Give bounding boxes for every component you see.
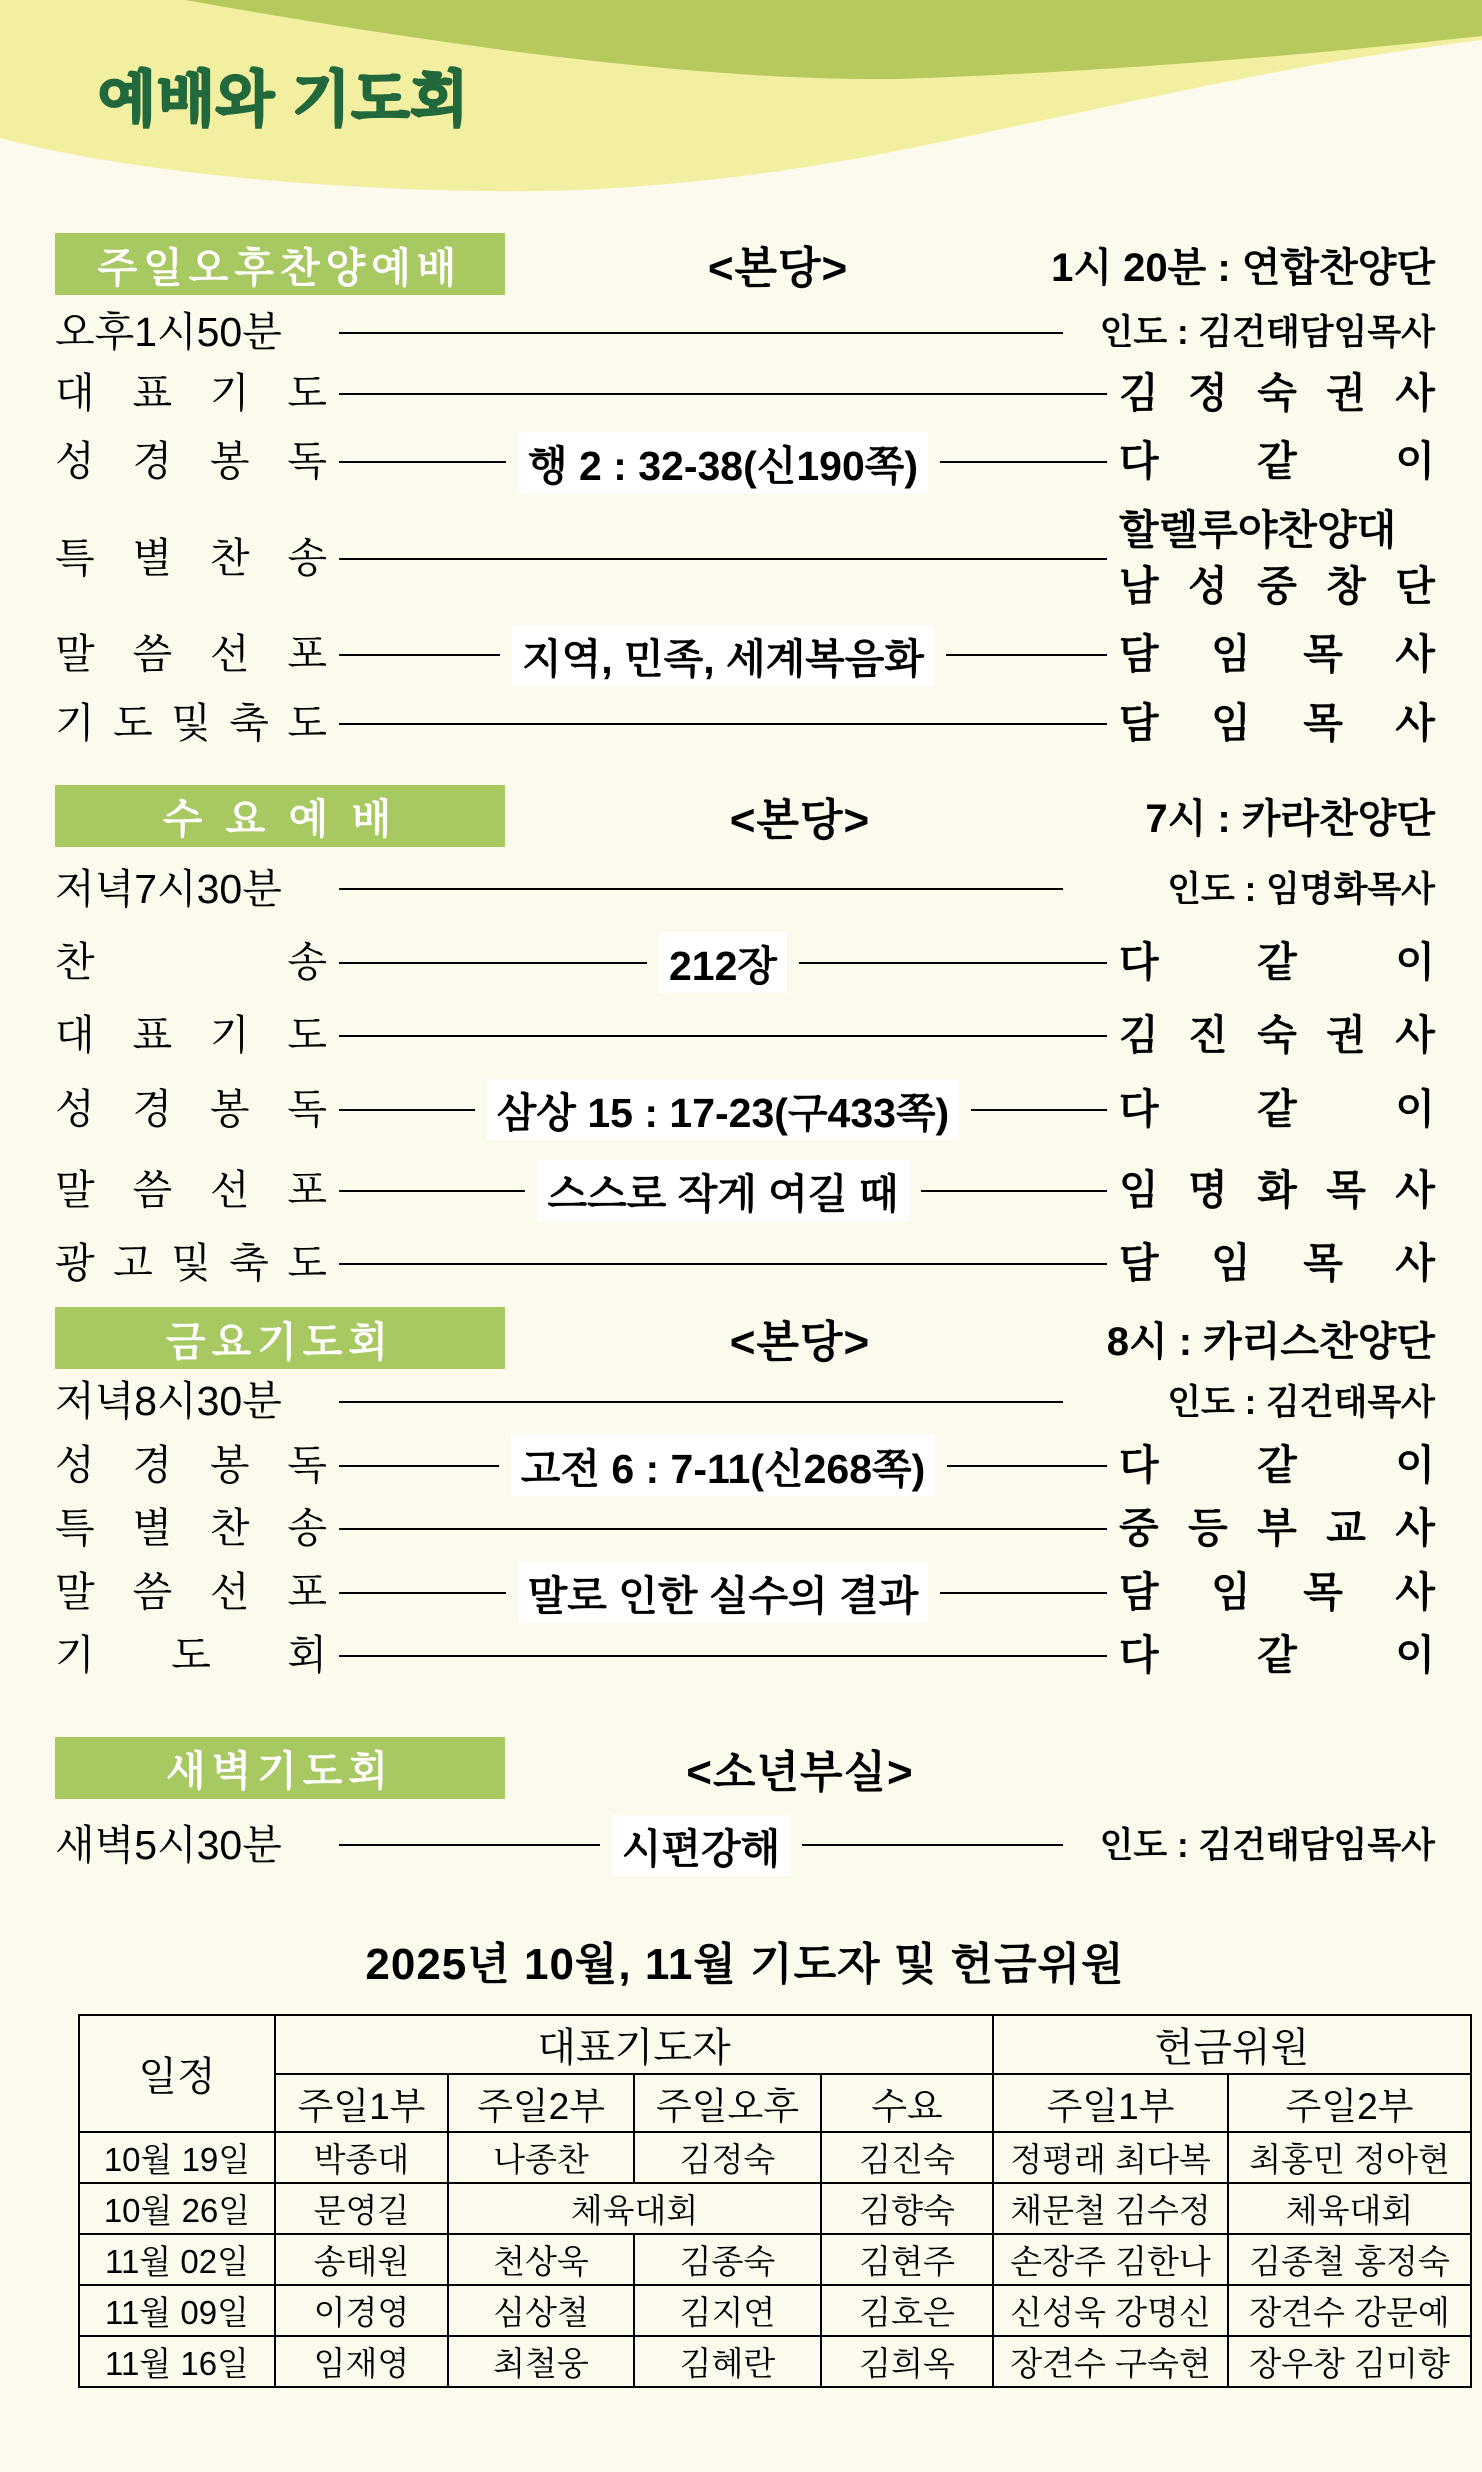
col-header-sunday1: 주일1부: [275, 2074, 448, 2132]
roster-row: [79, 2132, 1471, 2183]
section-venue: <본당>: [729, 1318, 871, 1368]
service-row: [55, 1435, 1435, 1496]
roster-cell: 천상욱: [448, 2234, 634, 2285]
roster-row: [79, 2285, 1471, 2336]
service-row: [55, 1013, 1435, 1059]
connector-line: [339, 393, 1107, 395]
service-item-value-right: 다 같 이: [1119, 1441, 1436, 1488]
schedule-date: 11월 09일: [79, 2285, 275, 2336]
schedule-date: 11월 16일: [79, 2336, 275, 2387]
service-row: [55, 625, 1435, 686]
service-row: [55, 432, 1435, 493]
roster-cell: 김혜란: [634, 2336, 821, 2387]
service-item-value-right: 중 등 부 교 사: [1119, 1505, 1435, 1552]
service-item-value-right: 김 정 숙 권 사: [1119, 369, 1435, 416]
service-item-value-right: 담 임 목 사: [1119, 1240, 1435, 1287]
service-item-label: 말 씀 선 포: [55, 631, 327, 678]
hymn-number: 212장: [659, 932, 787, 993]
section-header: [55, 233, 1435, 295]
service-item-label: 특 별 찬 송: [55, 1505, 327, 1552]
connector-line: [339, 1190, 525, 1192]
service-item-value-right: 인도 : 김건태담임목사: [1099, 313, 1435, 353]
roster-cell: 박종대: [275, 2132, 448, 2183]
roster-cell: 송태원: [275, 2234, 448, 2285]
header-band: [0, 0, 1482, 230]
service-item-label: 대 표 기 도: [55, 369, 327, 416]
section-header: [55, 1307, 1435, 1369]
col-group-offering-committee: 헌금위원: [993, 2015, 1471, 2074]
service-item-label: 말 씀 선 포: [55, 1568, 327, 1615]
service-row: [55, 1506, 1435, 1552]
connector-line: [339, 1528, 1107, 1530]
service-row: [55, 1562, 1435, 1623]
service-item-label: 성 경 봉 독: [55, 1441, 327, 1488]
service-row: [55, 371, 1435, 417]
roster-cell: 장우창 김미향: [1228, 2336, 1471, 2387]
col-header-sunday-afternoon: 주일오후: [634, 2074, 821, 2132]
roster-header-row: [79, 2015, 1471, 2074]
connector-line: [339, 558, 1107, 560]
service-item-label: 광 고 및 축 도: [55, 1240, 327, 1287]
service-item-value-right: 다 같 이: [1119, 438, 1435, 485]
roster-table: [78, 2014, 1472, 2388]
schedule-date: 11월 02일: [79, 2234, 275, 2285]
roster-cell: 김종철 홍정숙: [1228, 2234, 1471, 2285]
connector-line: [802, 1844, 1063, 1846]
connector-line: [940, 461, 1107, 463]
service-row: [55, 867, 1435, 913]
section-badge: 금요기도회: [55, 1307, 505, 1369]
roster-cell: 이경영: [275, 2285, 448, 2336]
service-item-label: 말 씀 선 포: [55, 1166, 327, 1213]
connector-line: [339, 888, 1063, 890]
roster-cell: 손장주 김한나: [993, 2234, 1228, 2285]
roster-cell: 김호은: [821, 2285, 993, 2336]
service-row: [55, 701, 1435, 747]
section-header: [55, 785, 1435, 847]
service-item-label: 성 경 봉 독: [55, 438, 327, 485]
connector-line: [339, 1655, 1107, 1657]
roster-cell: 장견수 구숙현: [993, 2336, 1228, 2387]
connector-line: [339, 1109, 475, 1111]
roster-cell: 김희옥: [821, 2336, 993, 2387]
section-header: [55, 1737, 1435, 1799]
roster-cell: 신성욱 강명신: [993, 2285, 1228, 2336]
service-item-label: 저녁7시30분: [55, 865, 282, 912]
section-time-info: 8시 : 카리스찬양단: [1106, 1319, 1435, 1364]
service-row: [55, 1815, 1435, 1876]
service-row: [55, 1160, 1435, 1221]
col-header-wednesday: 수요: [821, 2074, 993, 2132]
service-item-value-right: 인도 : 김건태담임목사: [1099, 1825, 1435, 1865]
roster-cell-merged: 체육대회: [448, 2183, 821, 2234]
roster-cell: 최철웅: [448, 2336, 634, 2387]
service-item-value-right: 담 임 목 사: [1119, 631, 1435, 678]
roster-cell: 체육대회: [1228, 2183, 1471, 2234]
col-header-sunday2: 주일2부: [448, 2074, 634, 2132]
roster-row: [79, 2234, 1471, 2285]
service-item-label: 저녁8시30분: [55, 1378, 282, 1425]
service-item-value-right: 담 임 목 사: [1119, 699, 1435, 746]
roster-cell: 김현주: [821, 2234, 993, 2285]
service-item-value-right: 다 같 이: [1119, 938, 1436, 985]
sermon-title: 시편강해: [612, 1815, 790, 1876]
service-row: [55, 310, 1435, 356]
service-row: [55, 1079, 1435, 1140]
scripture-reference: 고전 6 : 7-11(신268쪽): [511, 1435, 936, 1496]
service-item-label: 특 별 찬 송: [55, 534, 327, 581]
service-item-value-right: 담 임 목 사: [1119, 1568, 1436, 1615]
roster-cell: 임재영: [275, 2336, 448, 2387]
connector-line: [339, 1035, 1107, 1037]
service-item-value-right: 인도 : 김건태목사: [1167, 1382, 1435, 1422]
sermon-title: 스스로 작게 여길 때: [537, 1160, 908, 1221]
roster-cell: 최홍민 정아현: [1228, 2132, 1471, 2183]
roster-cell: 김지연: [634, 2285, 821, 2336]
connector-line: [339, 461, 506, 463]
col-header-offering-sunday2: 주일2부: [1228, 2074, 1471, 2132]
connector-line: [339, 1844, 600, 1846]
connector-line: [339, 1401, 1063, 1403]
connector-line: [971, 1109, 1107, 1111]
page-title: 예배와 기도회: [98, 66, 470, 133]
scripture-reference: 삼상 15 : 17-23(구433쪽): [487, 1079, 959, 1140]
connector-line: [339, 1465, 499, 1467]
section-badge: 주일오후찬양예배: [55, 233, 505, 295]
scripture-reference: 행 2 : 32-38(신190쪽): [518, 432, 928, 493]
roster-title: 2025년 10월, 11월 기도자 및 헌금위원: [365, 1939, 1125, 1989]
roster-cell: 나종찬: [448, 2132, 634, 2183]
service-row: [55, 932, 1435, 993]
roster-cell: 김종숙: [634, 2234, 821, 2285]
service-item-value-right: 임 명 화 목 사: [1119, 1166, 1435, 1213]
section-wednesday-worship: [55, 785, 1435, 1288]
section-badge: 수 요 예 배: [55, 785, 505, 847]
section-dawn-prayer: [55, 1737, 1435, 1876]
roster-cell: 장견수 강문예: [1228, 2285, 1471, 2336]
service-item-label: 기 도 및 축 도: [55, 699, 327, 746]
sermon-title: 지역, 민족, 세계복음화: [512, 625, 934, 686]
service-row: [55, 1379, 1435, 1425]
service-row: [55, 1633, 1435, 1679]
service-item-value-right: 김 진 숙 권 사: [1119, 1012, 1435, 1059]
service-item-value-right-stack: [1119, 508, 1435, 610]
service-item-label: 기 도 회: [55, 1632, 327, 1679]
roster-cell: 문영길: [275, 2183, 448, 2234]
bulletin-content: [0, 233, 1482, 2388]
service-item-value-right: 다 같 이: [1119, 1632, 1435, 1679]
roster-cell: 김향숙: [821, 2183, 993, 2234]
connector-line: [799, 962, 1107, 964]
section-time-info: 7시 : 카라찬양단: [1145, 797, 1435, 842]
service-item-label: 새벽5시30분: [55, 1821, 282, 1868]
service-item-value-right: 인도 : 임명화목사: [1167, 869, 1435, 909]
connector-line: [339, 332, 1063, 334]
section-venue: <본당>: [729, 795, 871, 845]
connector-line: [339, 1263, 1107, 1265]
col-header-schedule: 일정: [79, 2015, 275, 2132]
roster-cell: 김진숙: [821, 2132, 993, 2183]
section-venue: <소년부실>: [686, 1747, 914, 1797]
schedule-date: 10월 26일: [79, 2183, 275, 2234]
service-item-value-right: 남 성 중 창 단: [1119, 562, 1435, 609]
roster-cell: 심상철: [448, 2285, 634, 2336]
schedule-date: 10월 19일: [79, 2132, 275, 2183]
col-header-offering-sunday1: 주일1부: [993, 2074, 1228, 2132]
connector-line: [921, 1190, 1107, 1192]
service-item-value-right: 할렐루야찬양대: [1119, 506, 1397, 553]
roster-cell: 정평래 최다복: [993, 2132, 1228, 2183]
roster-subheader-row: [79, 2074, 1471, 2132]
service-item-label: 오후1시50분: [55, 309, 282, 355]
service-item-label: 대 표 기 도: [55, 1012, 327, 1059]
connector-line: [339, 1592, 506, 1594]
roster-cell: 채문철 김수정: [993, 2183, 1228, 2234]
roster-cell: 김정숙: [634, 2132, 821, 2183]
section-sunday-afternoon-praise: [55, 233, 1435, 747]
roster-row: [79, 2183, 1471, 2234]
service-row: [55, 1241, 1435, 1287]
connector-line: [339, 654, 500, 656]
sermon-title: 말로 인한 실수의 결과: [518, 1562, 929, 1623]
section-venue: <본당>: [707, 244, 849, 293]
roster-row: [79, 2336, 1471, 2387]
section-time-info: 1시 20분 : 연합찬양단: [1051, 245, 1435, 290]
connector-line: [946, 654, 1107, 656]
connector-line: [339, 962, 647, 964]
connector-line: [947, 1465, 1107, 1467]
connector-line: [339, 723, 1107, 725]
section-badge: 새벽기도회: [55, 1737, 505, 1799]
col-group-prayer-leaders: 대표기도자: [275, 2015, 993, 2074]
connector-line: [940, 1592, 1107, 1594]
service-item-label: 찬 송: [55, 938, 327, 985]
service-row: [55, 508, 1435, 610]
service-item-value-right: 다 같 이: [1119, 1085, 1435, 1132]
service-item-label: 성 경 봉 독: [55, 1085, 327, 1132]
section-friday-prayer: [55, 1307, 1435, 1679]
